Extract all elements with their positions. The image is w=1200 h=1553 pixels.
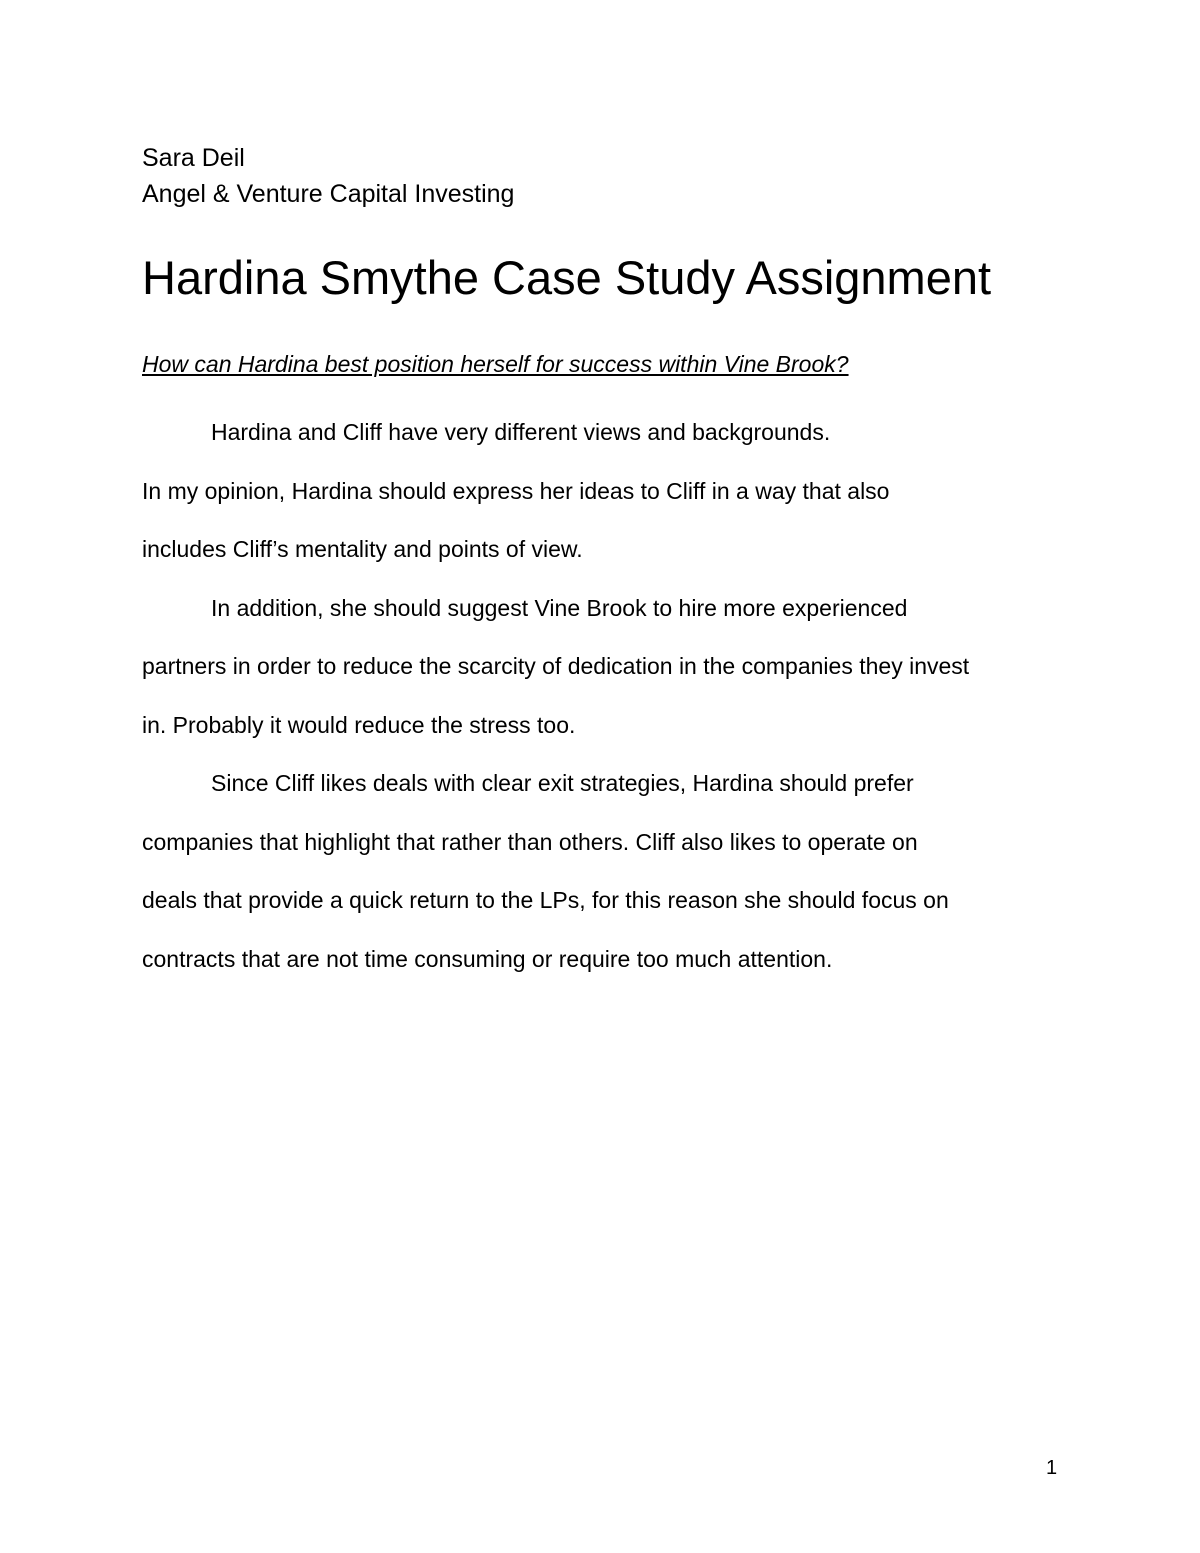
paragraph-line: In my opinion, Hardina should express her ideas to Cliff in a way that also	[142, 478, 890, 504]
author-name: Sara Deil	[142, 144, 245, 172]
paragraph-line: contracts that are not time consuming or require too much attention.	[142, 946, 833, 972]
paragraph-line: Hardina and Cliff have very different views and backgrounds.	[211, 419, 831, 445]
document-title: Hardina Smythe Case Study Assignment	[142, 251, 992, 304]
paragraph-line: companies that highlight that rather than others. Cliff also likes to operate on	[142, 829, 918, 855]
paragraph-line: deals that provide a quick return to the LPs, for this reason she should focus on	[142, 887, 949, 913]
assignment-question: How can Hardina best position herself for success within Vine Brook?	[142, 351, 849, 377]
paragraph-line: In addition, she should suggest Vine Brook to hire more experienced	[211, 595, 908, 621]
course-name: Angel & Venture Capital Investing	[142, 180, 515, 208]
page-number: 1	[1046, 1457, 1058, 1479]
paragraph-line: in. Probably it would reduce the stress too.	[142, 712, 576, 738]
paragraph-line: partners in order to reduce the scarcity of dedication in the companies they invest	[142, 653, 970, 679]
paragraph-line: Since Cliff likes deals with clear exit strategies, Hardina should prefer	[211, 770, 914, 796]
paragraph-line: includes Cliff’s mentality and points of view.	[142, 536, 583, 562]
